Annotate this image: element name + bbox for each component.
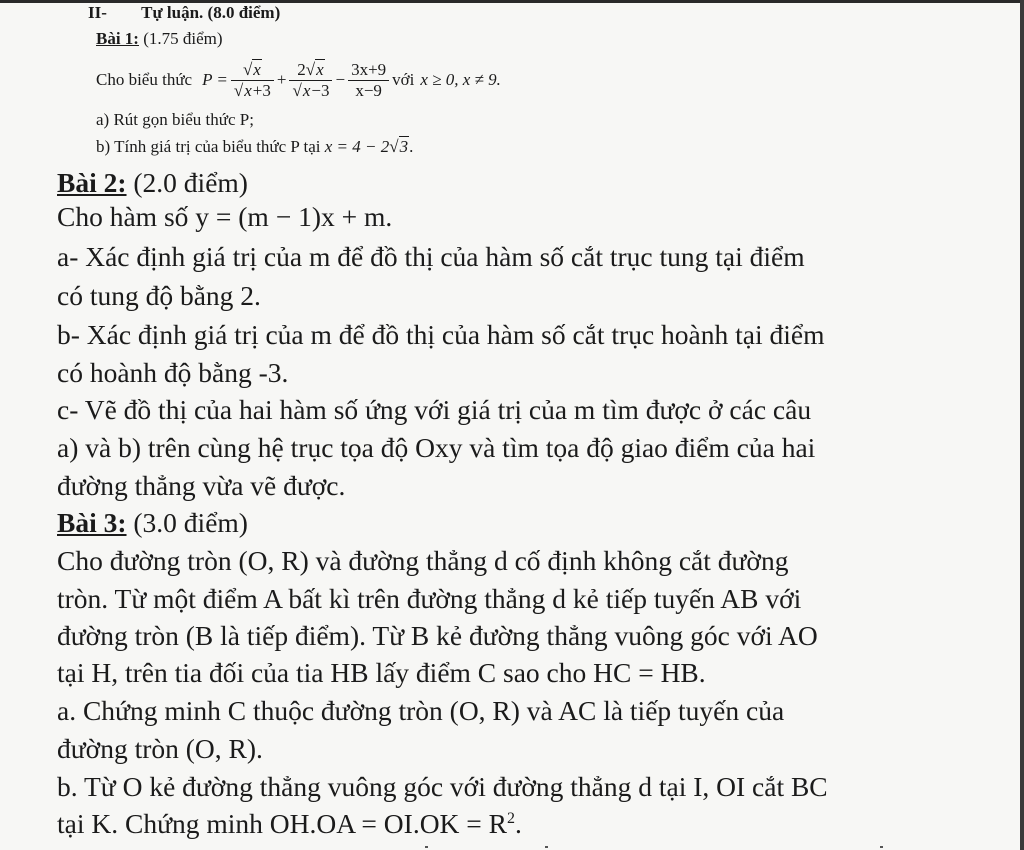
f2-num-coef: 2 (297, 59, 306, 79)
f2-den-rad: x (302, 80, 311, 100)
bai3-line: b. Từ O kẻ đường thẳng vuông góc với đường thẳng d tại I, OI cắt BC (57, 771, 828, 802)
op-2: − (335, 70, 346, 89)
bai1-expression (96, 55, 501, 105)
bai3-last-line (57, 808, 522, 840)
condition-prefix: với (392, 70, 415, 89)
bai1-part-b: b) Tính giá trị của biểu thức P tại x = 4 − 2√3. (96, 137, 414, 156)
op-1: + (276, 70, 287, 89)
bai2-line: c- Vẽ đồ thị của hai hàm số ứng với giá trị của m tìm được ở các câu (57, 394, 812, 425)
condition: x ≥ 0, x ≠ 9. (420, 70, 501, 89)
formula-lhs: P = (202, 70, 228, 89)
bai3-line: Cho đường tròn (O, R) và đường thẳng d cố định không cắt đường (57, 545, 789, 576)
f2-den-tail: −3 (311, 80, 330, 100)
bai3-line: a. Chứng minh C thuộc đường tròn (O, R) và AC là tiếp tuyến của (57, 695, 785, 726)
f1-num: x (253, 59, 261, 79)
section-title: Tự luận. (8.0 điểm) (141, 3, 281, 22)
bai2-line: có tung độ bằng 2. (57, 280, 261, 311)
bai3-last-sup: 2 (507, 809, 516, 827)
f2-num-rad: x (316, 59, 324, 79)
bai3-line: đường tròn (B là tiếp điểm). Từ B kẻ đường thẳng vuông góc với AO (57, 620, 818, 651)
bai3-last-prefix: tại K. Chứng minh OH.OA = OI.OK = R (57, 808, 508, 839)
bai1-heading (96, 29, 223, 49)
bai1-label: Bài 1: (96, 29, 139, 48)
bai3-heading (57, 507, 248, 539)
bai3-points: (3.0 điểm) (133, 507, 248, 538)
section-heading (88, 3, 280, 23)
bai3-label: Bài 3: (57, 507, 127, 538)
bai1-part-a: a) Rút gọn biểu thức P; (96, 110, 254, 129)
bai2-line: a) và b) trên cùng hệ trục tọa độ Oxy và tìm tọa độ giao điểm của hai (57, 432, 816, 463)
section-number: II- (88, 3, 107, 22)
bai1-intro: Cho biểu thức (96, 70, 193, 89)
fraction-2: $\frac{2√x}{√x-3}$ (289, 61, 332, 100)
bai1-part-b-prefix: x = 4 − 2 (324, 137, 390, 156)
bai2-line: b- Xác định giá trị của m để đồ thị của hàm số cắt trục hoành tại điểm (57, 319, 825, 350)
f1-den-tail: +3 (252, 80, 271, 100)
bai2-line: đường thẳng vừa vẽ được. (57, 470, 346, 501)
scan-artifact (545, 846, 548, 848)
bai2-label: Bài 2: (57, 167, 127, 198)
bai1-part-b-rad: 3 (399, 137, 409, 156)
bai2-line: Cho hàm số y = (m − 1)x + m. (57, 201, 393, 232)
bai2-points: (2.0 điểm) (133, 167, 248, 198)
bai3-last-suffix: . (515, 808, 522, 839)
bai3-line: đường tròn (O, R). (57, 733, 263, 764)
fraction-1: $\frac{√x}{√x+3}$ (231, 61, 274, 100)
bai1-part-b-text: b) Tính giá trị của biểu thức P tại (96, 137, 321, 156)
scan-artifact (880, 846, 883, 848)
bai3-line: tròn. Từ một điểm A bất kì trên đường thẳng d kẻ tiếp tuyến AB với (57, 583, 802, 614)
bai2-heading (57, 167, 248, 199)
bai1-points: (1.75 điểm) (143, 29, 223, 48)
scan-right-edge (1020, 0, 1024, 850)
f1-den-rad: x (244, 80, 252, 100)
scan-artifact (425, 846, 428, 848)
bai2-line: a- Xác định giá trị của m để đồ thị của hàm số cắt trục tung tại điểm (57, 241, 805, 272)
bai2-line: có hoành độ bằng -3. (57, 357, 289, 388)
bai1-part-b-suffix: . (409, 137, 414, 156)
fraction-3 (348, 61, 389, 100)
f3-num: 3x+9 (348, 61, 389, 81)
bai3-line: tại H, trên tia đối của tia HB lấy điểm C sao cho HC = HB. (57, 657, 706, 688)
f3-den: x−9 (355, 80, 382, 100)
